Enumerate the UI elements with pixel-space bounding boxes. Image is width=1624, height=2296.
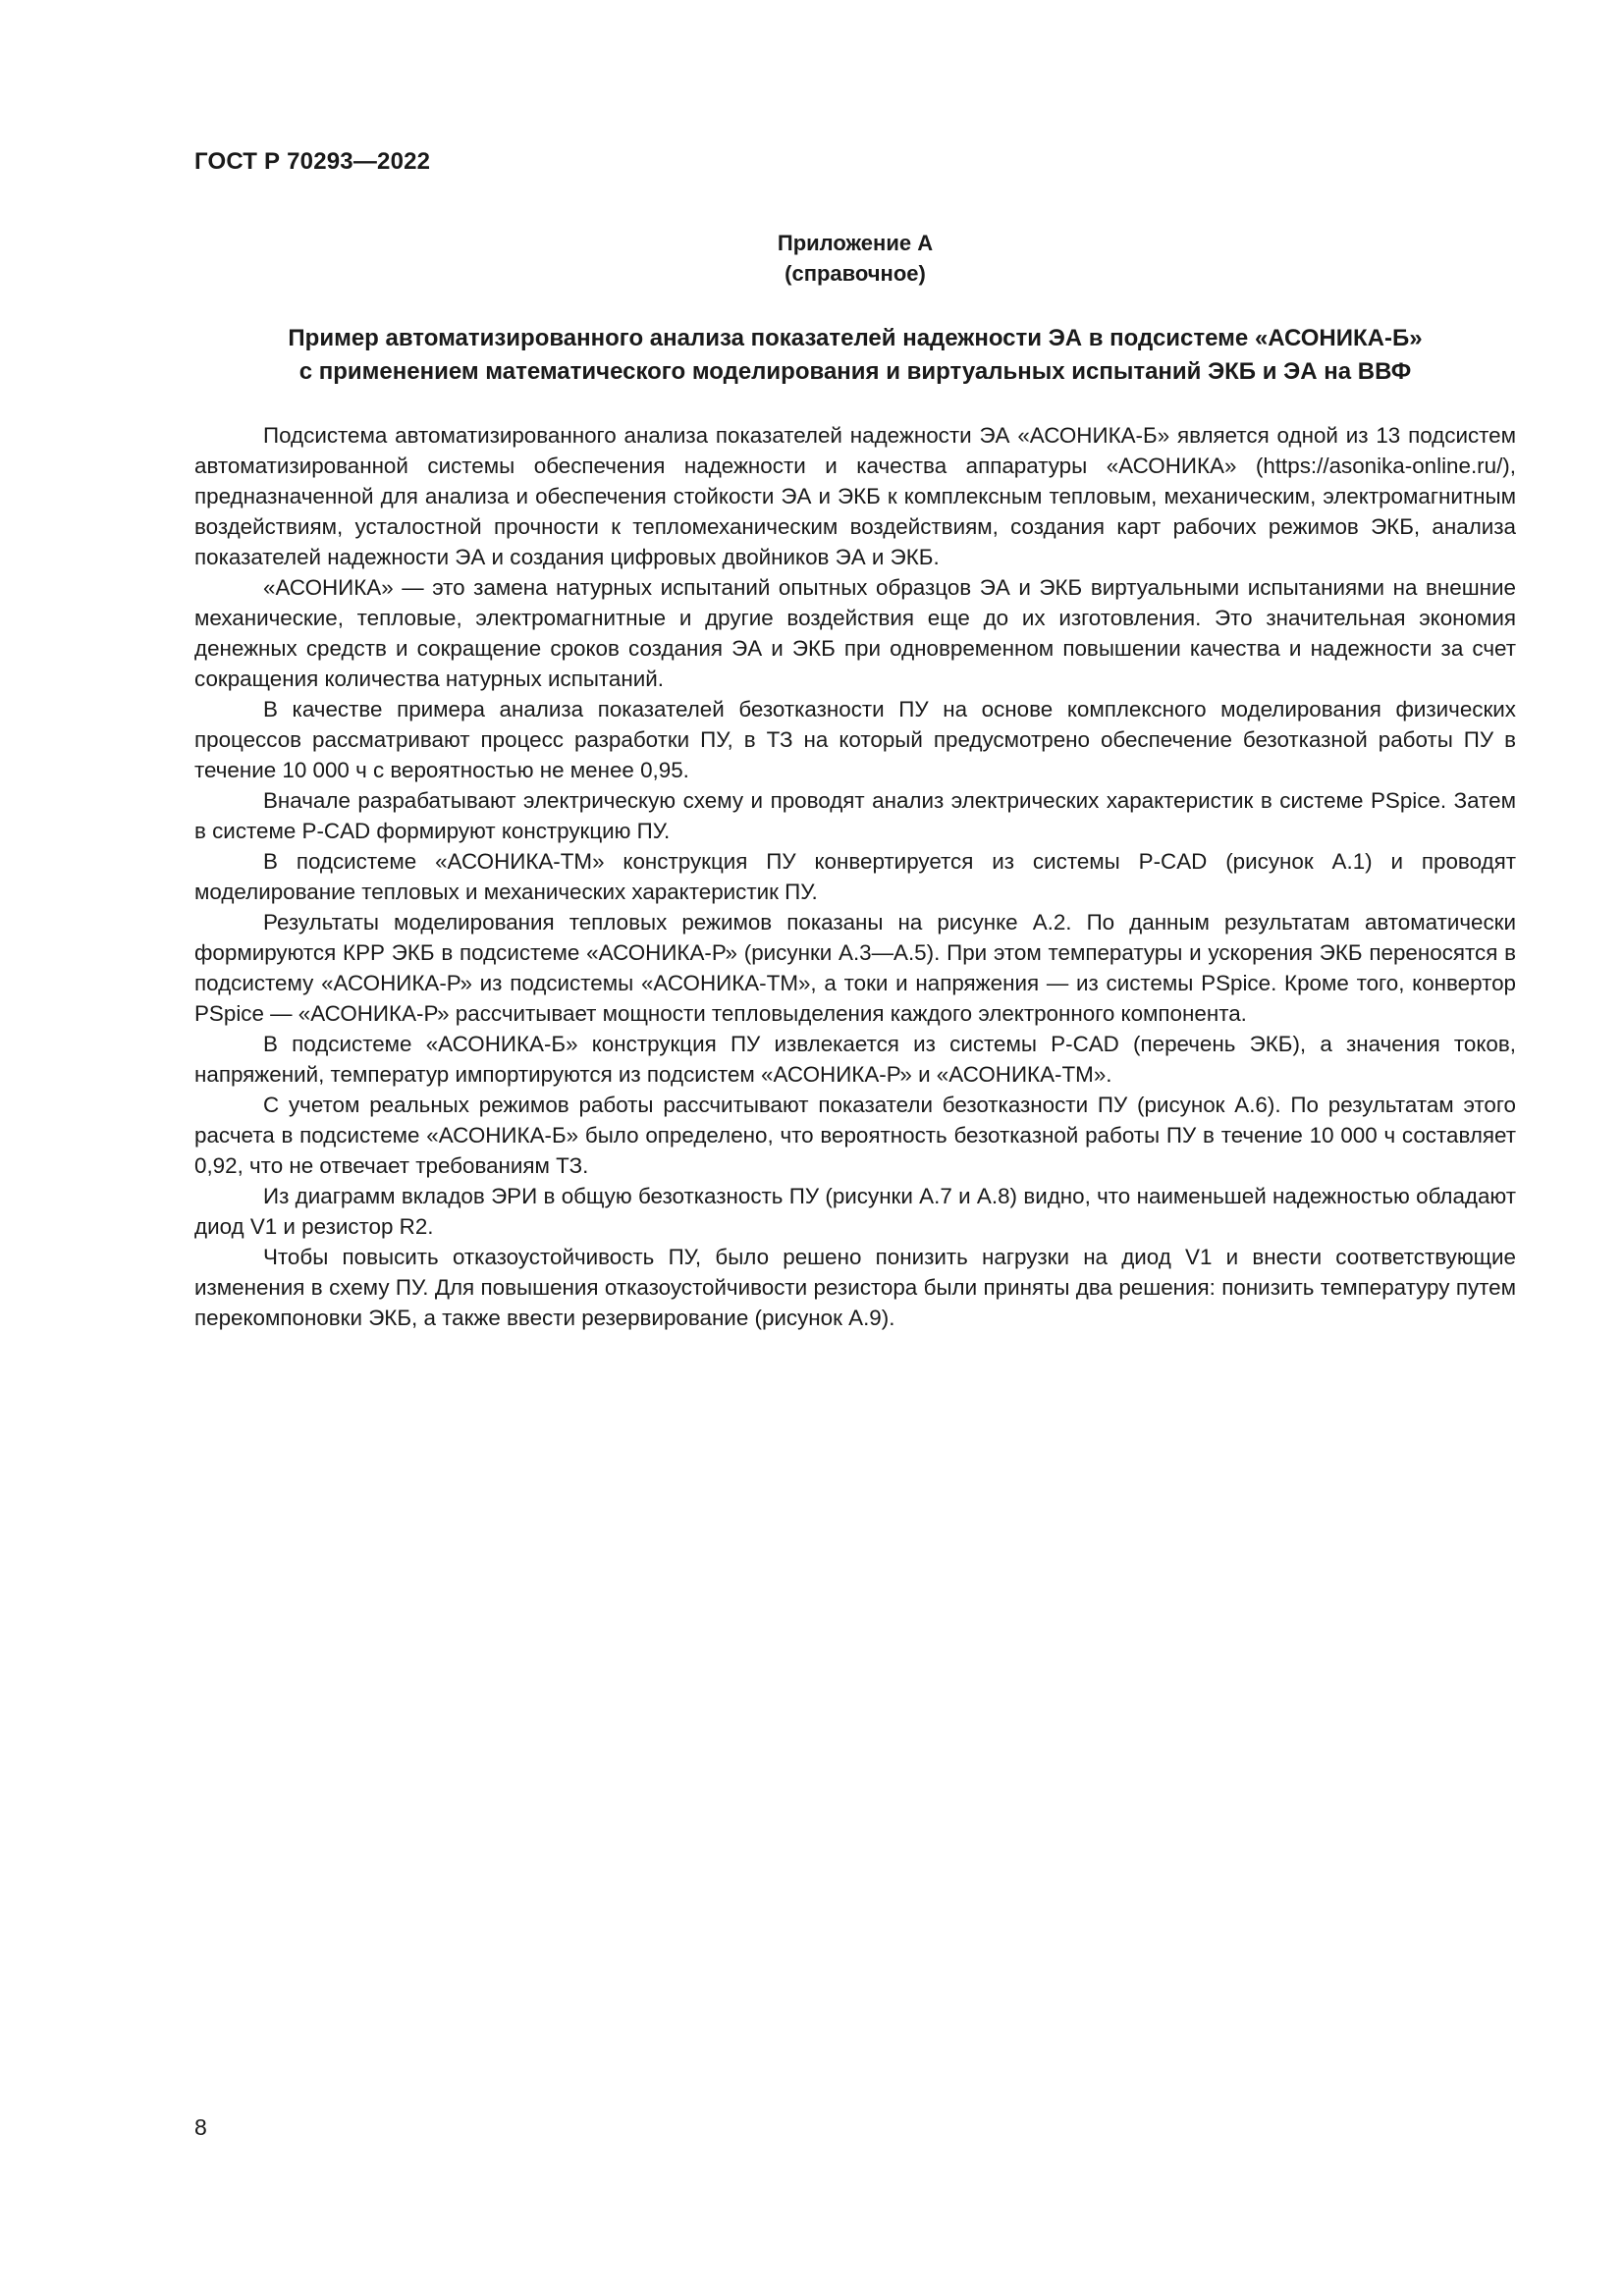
page-number: 8 xyxy=(194,2114,207,2140)
section-title-line-2: с применением математического моделирования и виртуальных испытаний ЭКБ и ЭА на ВВФ xyxy=(298,358,1412,385)
paragraph: Чтобы повысить отказоустойчивость ПУ, было решено понизить нагрузки на диод V1 и внести соответствующие изменения в схему ПУ. Для повышения отказоустойчивости резистора были приняты два решения: понизить температуру путем перекомпоновки ЭКБ, а также ввести резервирование (рисунок А.9). xyxy=(194,1245,1516,1330)
body-text xyxy=(194,420,1516,1333)
paragraph: Результаты моделирования тепловых режимов показаны на рисунке А.2. По данным результатам автоматически формируются КРР ЭКБ в подсистеме «АСОНИКА-Р» (рисунки А.3—А.5). При этом температуры и ускорения ЭКБ переносятся в подсистему «АСОНИКА-Р» из подсистемы «АСОНИКА-ТМ», а токи и напряжения — из системы PSpice. Кроме того, конвертор PSpice — «АСОНИКА-Р» рассчитывает мощности тепловыделения каждого электронного компонента. xyxy=(194,910,1516,1026)
paragraph: В качестве примера анализа показателей безотказности ПУ на основе комплексного моделирования физических процессов рассматривают процесс разработки ПУ, в ТЗ на который предусмотрено обеспечение безотказной работы ПУ в течение 10 000 ч с вероятностью не менее 0,95. xyxy=(194,697,1516,782)
section-title xyxy=(194,322,1516,389)
appendix-type: (справочное) xyxy=(785,261,926,286)
appendix-heading xyxy=(194,228,1516,289)
paragraph: Вначале разрабатывают электрическую схему и проводят анализ электрических характеристик в системе PSpice. Затем в системе P-CAD формируют конструкцию ПУ. xyxy=(194,788,1516,843)
paragraph: В подсистеме «АСОНИКА-Б» конструкция ПУ извлекается из системы P-CAD (перечень ЭКБ), а значения токов, напряжений, температур импортируются из подсистем «АСОНИКА-Р» и «АСОНИКА-ТМ». xyxy=(194,1032,1516,1087)
appendix-title: Приложение А xyxy=(777,231,934,255)
paragraph: В подсистеме «АСОНИКА-ТМ» конструкция ПУ конвертируется из системы P-CAD (рисунок А.1) и проводят моделирование тепловых и механических характеристик ПУ. xyxy=(194,849,1516,904)
paragraph: Из диаграмм вкладов ЭРИ в общую безотказность ПУ (рисунки А.7 и А.8) видно, что наименьшей надежностью обладают диод V1 и резистор R2. xyxy=(194,1184,1516,1239)
paragraph: Подсистема автоматизированного анализа показателей надежности ЭА «АСОНИКА-Б» является одной из 13 подсистем автоматизированной системы обеспечения надежности и качества аппаратуры «АСОНИКА» (https://asonika-online.ru/), предназначенной для анализа и обеспечения стойкости ЭА и ЭКБ к комплексным тепловым, механическим, электромагнитным воздействиям, усталостной прочности к тепломеханическим воздействиям, создания карт рабочих режимов ЭКБ, анализа показателей надежности ЭА и создания цифровых двойников ЭА и ЭКБ. xyxy=(194,423,1516,569)
document-code-header: ГОСТ Р 70293—2022 xyxy=(194,148,431,175)
paragraph: С учетом реальных режимов работы рассчитывают показатели безотказности ПУ (рисунок А.6). По результатам этого расчета в подсистеме «АСОНИКА-Б» было определено, что вероятность безотказной работы ПУ в течение 10 000 ч составляет 0,92, что не отвечает требованиям ТЗ. xyxy=(194,1093,1516,1178)
paragraph: «АСОНИКА» — это замена натурных испытаний опытных образцов ЭА и ЭКБ виртуальными испытаниями на внешние механические, тепловые, электромагнитные и другие воздействия еще до их изготовления. Это значительная экономия денежных средств и сокращение сроков создания ЭА и ЭКБ при одновременном повышении качества и надежности за счет сокращения количества натурных испытаний. xyxy=(194,575,1516,691)
section-title-line-1: Пример автоматизированного анализа показателей надежности ЭА в подсистеме «АСОНИКА-Б» xyxy=(288,325,1423,351)
